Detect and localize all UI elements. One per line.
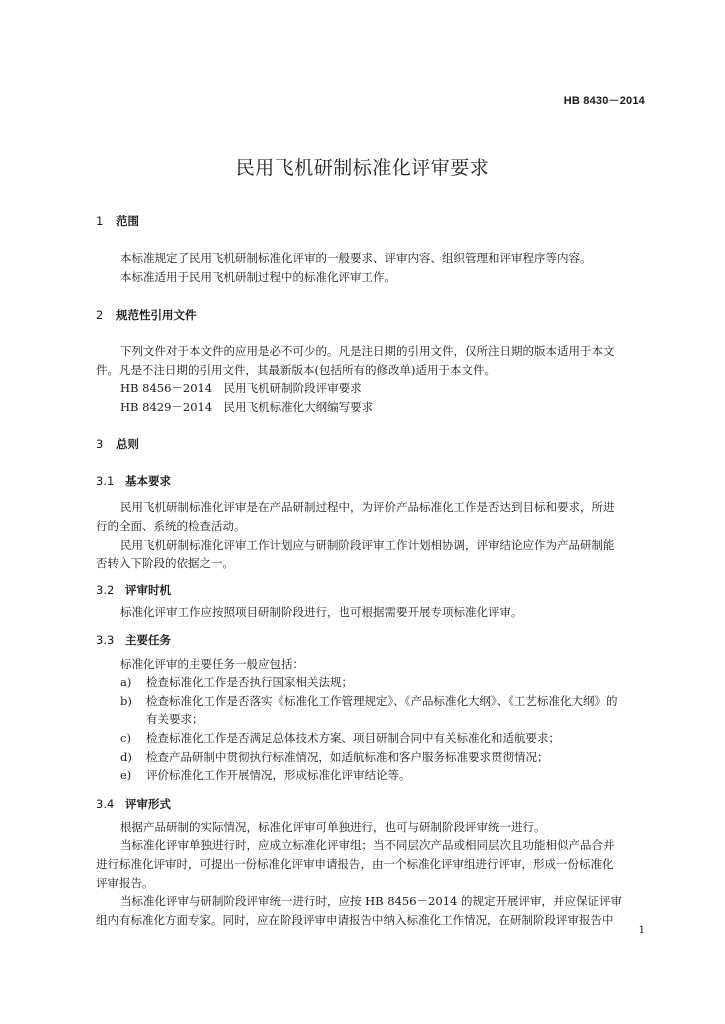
section-number: 3.3 <box>96 633 115 647</box>
section-title: 范围 <box>116 214 139 228</box>
list-item: 检查标准化工作是否满足总体技术方案、项目研制合同中有关标准化和适航要求； <box>146 731 560 745</box>
paragraph-line: 件。凡是不注日期的引用文件，其最新版本(包括所有的修改单)适用于本文件。 <box>96 363 496 377</box>
reference-item: HB 8429－2014 民用飞机标准化大纲编写要求 <box>120 400 374 414</box>
section-1-heading <box>96 213 139 229</box>
section-title: 评审形式 <box>125 797 171 811</box>
paragraph-line: 标准化评审工作应按照项目研制阶段进行，也可根据需要开展专项标准化评审。 <box>120 605 523 619</box>
list-item: 评价标准化工作开展情况，形成标准化评审结论等。 <box>146 768 411 782</box>
list-item-marker: c) <box>120 731 131 745</box>
section-title: 主要任务 <box>125 633 171 647</box>
list-item: 检查标准化工作是否执行国家相关法规； <box>146 675 353 689</box>
list-item-marker: d) <box>120 750 132 764</box>
paragraph-line: 当标准化评审单独进行时，应成立标准化评审组；当不同层次产品或相同层次且功能相似产品合并 <box>120 838 615 852</box>
list-item-marker: e) <box>120 768 132 782</box>
paragraph-line: 下列文件对于本文件的应用是必不可少的。凡是注日期的引用文件，仅所注日期的版本适用于本文 <box>120 344 615 358</box>
section-number: 3.1 <box>96 474 115 488</box>
paragraph-line: 行的全面、系统的检查活动。 <box>96 519 246 533</box>
section-3-1-heading <box>96 473 171 489</box>
paragraph-line: 进行标准化评审时，可提出一份标准化评审申请报告，由一个标准化评审组进行评审，形成一份标准化 <box>96 857 614 871</box>
section-number: 3.2 <box>96 583 115 597</box>
paragraph-line: 本标准规定了民用飞机研制标准化评审的一般要求、评审内容、组织管理和评审程序等内容。 <box>120 251 592 265</box>
list-item-marker: a) <box>120 675 132 689</box>
list-item: 检查产品研制中贯彻执行标准情况，如适航标准和客户服务标准要求贯彻情况； <box>146 750 549 764</box>
reference-item: HB 8456－2014 民用飞机研制阶段评审要求 <box>120 381 362 395</box>
section-title: 基本要求 <box>125 474 171 488</box>
section-number: 1 <box>96 214 104 228</box>
paragraph-line: 否转入下阶段的依据之一。 <box>96 556 234 570</box>
section-3-4-heading <box>96 796 171 812</box>
paragraph-line: 标准化评审的主要任务一般应包括： <box>120 657 304 671</box>
section-number: 3 <box>96 437 104 451</box>
section-3-2-heading <box>96 582 171 598</box>
document-code: HB 8430－2014 <box>563 95 645 107</box>
section-3-3-heading <box>96 632 171 648</box>
paragraph-line: 根据产品研制的实际情况，标准化评审可单独进行，也可与研制阶段评审统一进行。 <box>120 820 546 834</box>
paragraph-line: 本标准适用于民用飞机研制过程中的标准化评审工作。 <box>120 270 396 284</box>
paragraph-line: 民用飞机研制标准化评审工作计划应与研制阶段评审工作计划相协调，评审结论应作为产品研制能 <box>120 538 615 552</box>
paragraph-line: 评审报告。 <box>96 876 154 890</box>
section-2-heading <box>96 307 197 323</box>
document-title: 民用飞机研制标准化评审要求 <box>235 157 490 179</box>
section-title: 规范性引用文件 <box>116 308 197 322</box>
paragraph-line: 组内有标准化方面专家。同时，应在阶段评审申请报告中纳入标准化工作情况，在研制阶段评审报告中 <box>96 913 614 927</box>
section-3-heading <box>96 436 139 452</box>
section-number: 2 <box>96 308 104 322</box>
list-item-marker: b) <box>120 694 132 708</box>
section-title: 评审时机 <box>125 583 171 597</box>
paragraph-line: 当标准化评审与研制阶段评审统一进行时，应按 HB 8456－2014 的规定开展评审，并应保证评审 <box>120 894 622 908</box>
list-item: 检查标准化工作是否落实《标准化工作管理规定》、《产品标准化大纲》、《工艺标准化大纲》的 <box>146 694 618 708</box>
paragraph-line: 民用飞机研制标准化评审是在产品研制过程中，为评价产品标准化工作是否达到目标和要求，所进 <box>120 500 615 514</box>
list-item-continuation: 有关要求； <box>146 712 204 726</box>
page-number: 1 <box>638 925 645 936</box>
section-number: 3.4 <box>96 797 115 811</box>
section-title: 总则 <box>116 437 139 451</box>
